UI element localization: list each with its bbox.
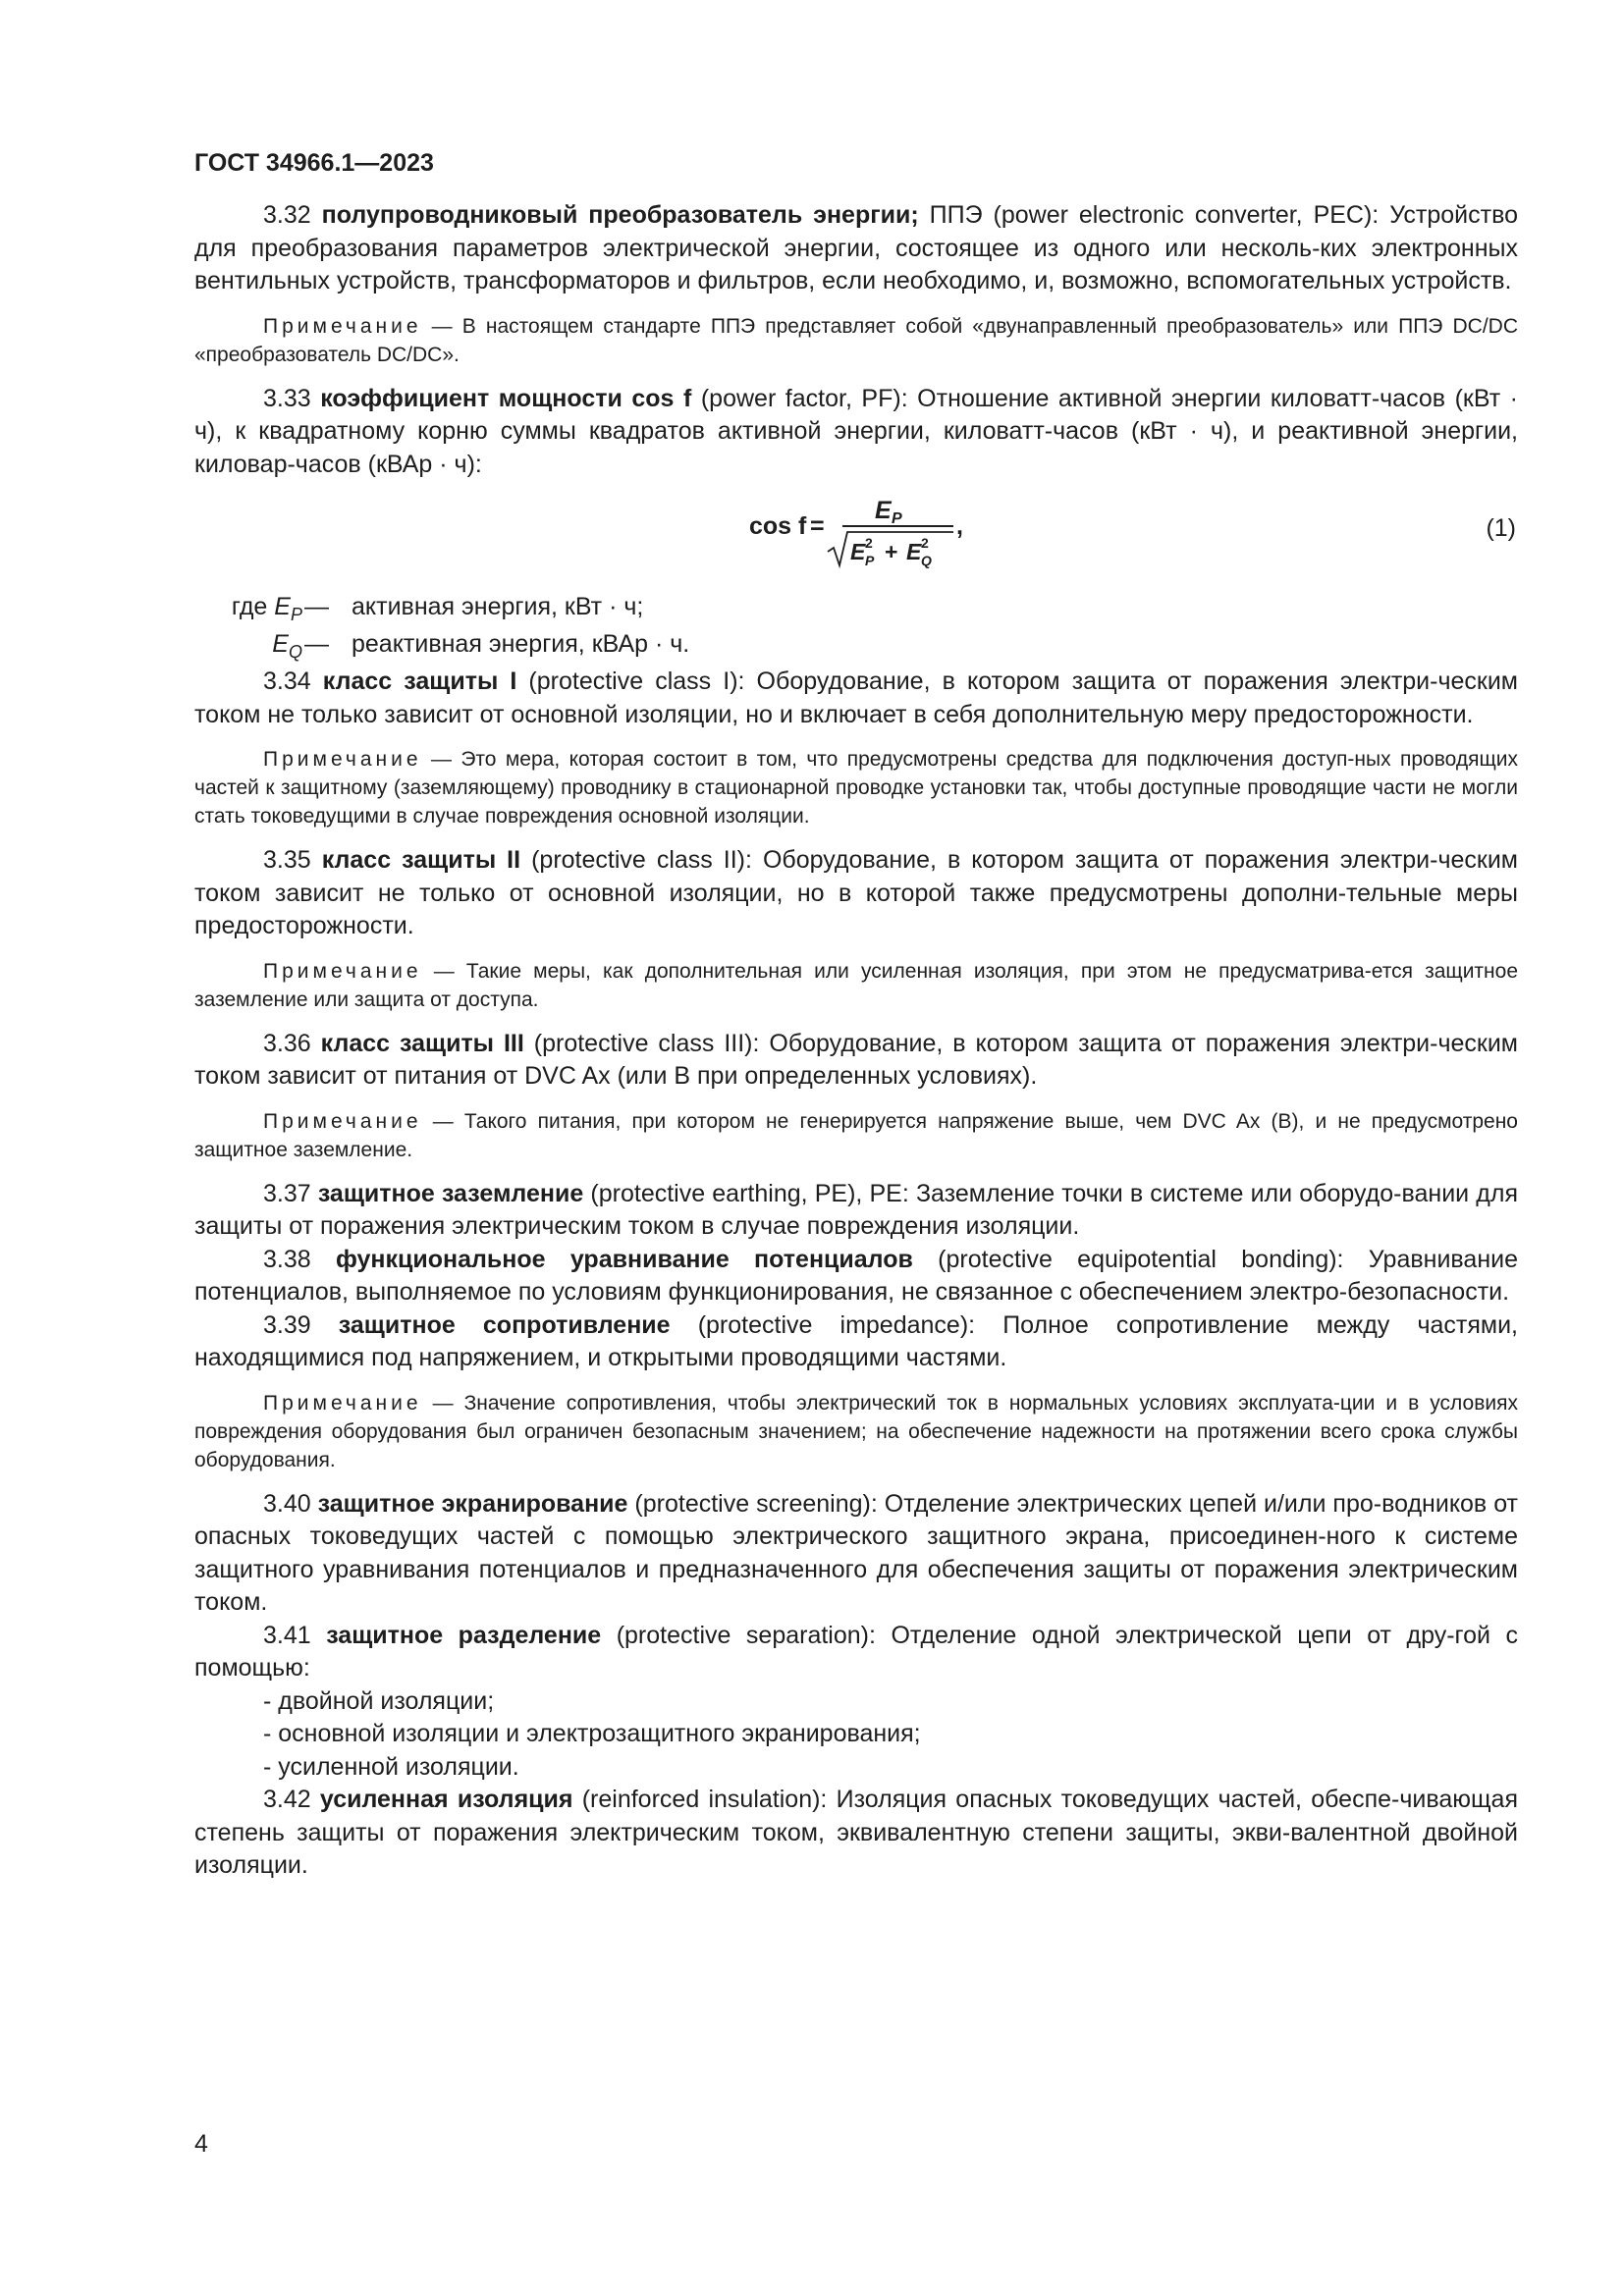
term-definition: (protective earthing, PE), PE: Заземление точки в системе или оборудо-вании для защиты от поражения электрическим током в случае повреждения изоляции. bbox=[194, 1179, 1518, 1240]
list-item: - двойной изоляции; bbox=[263, 1686, 495, 1715]
term-definition: (protective class I): Оборудование, в котором защита от поражения электри-ческим током не только зависит от основной изоляции, но и включает в себя дополнительную меру предосторожности. bbox=[194, 667, 1518, 728]
list-item: - усиленной изоляции. bbox=[263, 1752, 519, 1781]
legend-text: реактивная энергия, кВАр · ч. bbox=[352, 630, 690, 658]
legend-row-ep bbox=[194, 593, 1176, 626]
formula-plus: + bbox=[885, 539, 898, 564]
term-title: класс защиты III bbox=[320, 1029, 524, 1057]
term-title: усиленная изоляция bbox=[319, 1786, 573, 1813]
term-number: 3.32 bbox=[263, 201, 311, 229]
note-3-35 bbox=[194, 957, 1518, 1014]
note-label: Примечание bbox=[263, 314, 422, 338]
note-text: — Такие меры, как дополнительная или усиленная изоляция, при этом не предусматрива-ется защитное заземление или защита от доступа. bbox=[194, 959, 1518, 1011]
legend-var: E bbox=[272, 630, 289, 658]
formula-den-a: E bbox=[850, 539, 866, 564]
term-definition: (power factor, PF): Отношение активной энергии киловатт-часов (кВт · ч), к квадратному корню суммы квадратов активной энергии, киловатт-часов (кВт · ч), и реактивной энергии, киловар-часов (кВАр · ч): bbox=[194, 384, 1518, 478]
formula-lhs: cos f bbox=[749, 512, 807, 540]
term-number: 3.41 bbox=[263, 1621, 311, 1649]
term-definition: ППЭ (power electronic converter, PEC): Устройство для преобразования параметров электрической энергии, состоящее из одного или несколь-ких электронных вентильных устройств, трансформаторов и фильтров, если необходимо, и, возможно, вспомогательных устройств. bbox=[194, 201, 1518, 294]
note-3-34 bbox=[194, 745, 1518, 830]
legend-var-sub: Q bbox=[288, 642, 302, 662]
term-number: 3.36 bbox=[263, 1029, 311, 1057]
power-factor-equation bbox=[749, 491, 985, 569]
page-number: 4 bbox=[194, 2130, 208, 2158]
term-3-33 bbox=[194, 383, 1518, 482]
term-3-40 bbox=[194, 1488, 1518, 1620]
term-3-35 bbox=[194, 844, 1518, 943]
note-label: Примечание bbox=[263, 748, 422, 771]
formula-den-a-sup: 2 bbox=[865, 535, 873, 551]
note-label: Примечание bbox=[263, 1109, 422, 1133]
term-definition: (protective equipotential bonding): Уравнивание потенциалов, выполняемое по условиям функционирования, не связанное с обеспечением электро-безопасности. bbox=[194, 1245, 1518, 1306]
list-item: - основной изоляции и электрозащитного экранирования; bbox=[263, 1720, 921, 1747]
term-definition: (protective class II): Оборудование, в котором защита от поражения электри-ческим током зависит не только от основной изоляции, но в которой также предусмотрены дополни-тельные меры предосторожности. bbox=[194, 846, 1518, 939]
term-title: класс защиты I bbox=[322, 667, 517, 695]
term-definition: (protective separation): Отделение одной электрической цепи от дру-гой с помощью: bbox=[194, 1621, 1518, 1682]
term-3-32 bbox=[194, 199, 1518, 298]
term-title: полупроводниковый преобразователь энергии; bbox=[321, 201, 919, 229]
formula-den-b-sub: Q bbox=[921, 553, 932, 568]
term-number: 3.39 bbox=[263, 1310, 311, 1339]
term-title: коэффициент мощности cos f bbox=[320, 384, 692, 412]
legend-dash: — bbox=[304, 593, 329, 620]
term-title: функциональное уравнивание потенциалов bbox=[335, 1245, 913, 1273]
term-3-37 bbox=[194, 1178, 1518, 1244]
note-text: — Такого питания, при котором не генерируется напряжение выше, чем DVC Ax (B), и не предусмотрено защитное заземление. bbox=[194, 1109, 1518, 1161]
note-text: — Это мера, которая состоит в том, что предусмотрены средства для подключения доступ-ных проводящих частей к защитному (заземляющему) проводнику в стационарной проводке установки так, чтобы доступные проводящие части не могли стать токоведущими в случае повреждения основной изоляции. bbox=[194, 748, 1518, 828]
term-definition: (protective screening): Отделение электрических цепей и/или про-водников от опасных токоведущих частей с помощью электрического защитного экрана, присоединен-ного к системе защитного уравнивания потенциалов и предназначенного для обеспечения защиты от поражения электрическим током. bbox=[194, 1489, 1519, 1616]
term-title: класс защиты II bbox=[321, 846, 521, 874]
separation-methods-list bbox=[194, 1685, 1518, 1785]
formula-numerator-sub: P bbox=[892, 510, 902, 527]
term-number: 3.33 bbox=[263, 384, 311, 412]
page-content bbox=[194, 199, 1518, 1883]
legend-var: E bbox=[274, 593, 291, 620]
term-3-36 bbox=[194, 1028, 1518, 1094]
formula-den-b-sup: 2 bbox=[921, 535, 929, 551]
formula-numerator-var: E bbox=[875, 497, 892, 524]
formula-equals: = bbox=[810, 512, 825, 540]
formula-comma: , bbox=[956, 512, 963, 540]
term-3-34 bbox=[194, 666, 1518, 731]
legend-row-eq bbox=[194, 630, 1176, 664]
note-label: Примечание bbox=[263, 959, 422, 983]
note-3-32 bbox=[194, 312, 1518, 369]
legend-var-sub: P bbox=[290, 605, 302, 624]
term-3-41 bbox=[194, 1620, 1518, 1685]
term-number: 3.34 bbox=[263, 667, 311, 695]
formula-number: (1) bbox=[1486, 514, 1516, 542]
term-definition: (protective impedance): Полное сопротивление между частями, находящимися под напряжением, и открытыми проводящими частями. bbox=[194, 1310, 1518, 1371]
formula-den-a-sub: P bbox=[865, 553, 875, 568]
term-number: 3.35 bbox=[263, 846, 311, 874]
legend-prefix: где bbox=[231, 593, 268, 620]
term-definition: (reinforced insulation): Изоляция опасных токоведущих частей, обеспе-чивающая степень защиты от поражения электрическим током, эквивалентную степени защиты, экви-валентной двойной изоляции. bbox=[194, 1786, 1518, 1879]
term-number: 3.42 bbox=[263, 1786, 311, 1813]
term-definition: (protective class III): Оборудование, в котором защита от поражения электри-ческим током зависит от питания от DVC Ax (или B при определенных условиях). bbox=[194, 1029, 1518, 1090]
note-text: — Значение сопротивления, чтобы электрический ток в нормальных условиях эксплуата-ции и в условиях повреждения оборудования был ограничен безопасным значением; на обеспечение надежности на протяжении всего срока службы оборудования. bbox=[194, 1391, 1518, 1471]
term-title: защитное сопротивление bbox=[338, 1310, 671, 1339]
legend-text: активная энергия, кВт · ч; bbox=[352, 593, 644, 620]
formula-den-b: E bbox=[906, 539, 922, 564]
note-3-39 bbox=[194, 1389, 1518, 1474]
document-id-header: ГОСТ 34966.1—2023 bbox=[194, 149, 434, 177]
legend-dash: — bbox=[304, 630, 329, 658]
term-title: защитное экранирование bbox=[317, 1489, 628, 1518]
note-3-36 bbox=[194, 1107, 1518, 1164]
note-label: Примечание bbox=[263, 1391, 422, 1415]
formula-1 bbox=[194, 489, 1518, 569]
term-3-38 bbox=[194, 1244, 1518, 1309]
term-number: 3.40 bbox=[263, 1489, 311, 1518]
term-number: 3.38 bbox=[263, 1245, 311, 1273]
formula-legend bbox=[194, 593, 1518, 666]
term-number: 3.37 bbox=[263, 1179, 311, 1207]
term-title: защитное разделение bbox=[326, 1621, 602, 1649]
term-3-42 bbox=[194, 1784, 1518, 1883]
note-text: — В настоящем стандарте ППЭ представляет собой «двунаправленный преобразователь» или ППЭ DC/DC «преобразователь DC/DC». bbox=[194, 314, 1518, 366]
term-3-39 bbox=[194, 1309, 1518, 1375]
term-title: защитное заземление bbox=[317, 1179, 584, 1207]
